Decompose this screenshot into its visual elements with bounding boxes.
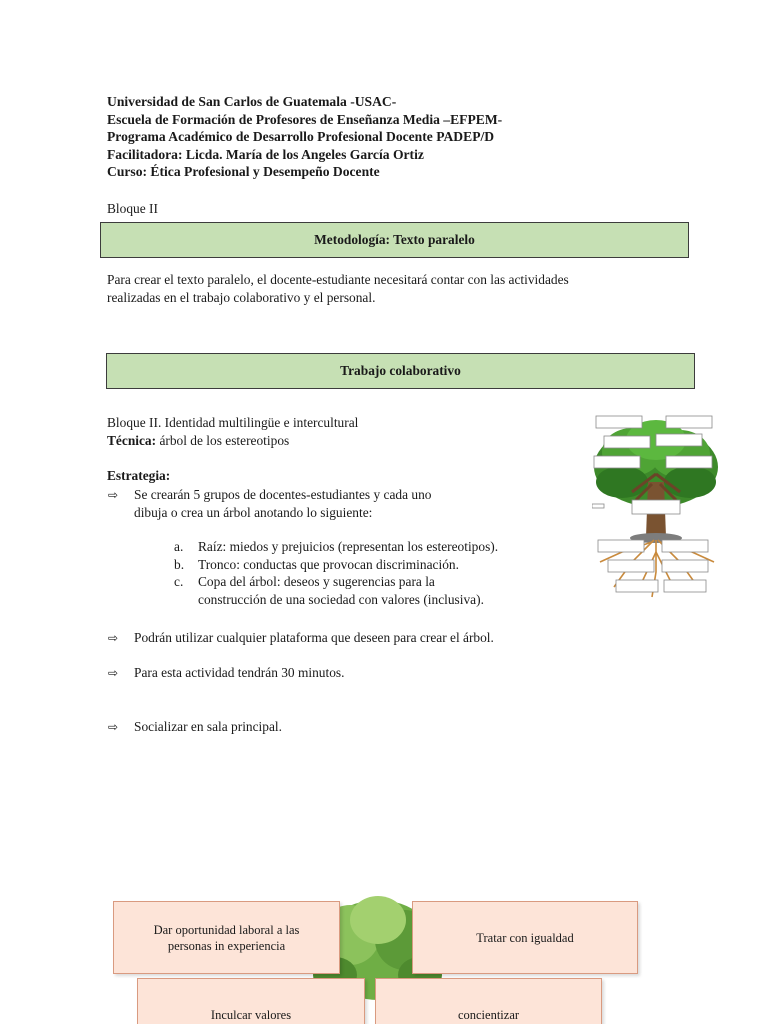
document-header [107,93,502,181]
list-item-text: construcción de una sociedad con valores (inclusiva). [198,591,484,607]
list-item-text: Raíz: miedos y prejuicios (representan los estereotipos). [198,539,499,554]
tree-answer-text: Tratar con igualdad [476,930,574,945]
list-item-text: Tronco: conductas que provocan discriminación. [198,556,459,572]
bullet-1-line-2: dibuja o crea un árbol anotando lo siguiente: [134,505,373,520]
bullet-3-text: Para esta actividad tendrán 30 minutos. [134,665,345,680]
list-item-continuation [174,591,498,609]
header-program: Programa Académico de Desarrollo Profesional Docente PADEP/D [107,129,495,144]
list-item [174,556,498,574]
tecnica-label: Técnica: [107,433,157,448]
list-item [174,538,498,556]
header-school: Escuela de Formación de Profesores de Enseñanza Media –EFPEM- [107,111,503,127]
bullet-3 [108,664,344,683]
header-facilitator: Facilitadora: Licda. María de los Angeles García Ortiz [107,146,424,162]
bullet-1 [108,486,431,505]
metodologia-heading [100,222,689,258]
bloque-label: Bloque II [107,201,158,216]
arrow-right-icon: ⇨ [108,631,119,645]
tree-answer-box [412,901,638,974]
list-marker: a. [174,539,184,554]
trabajo-heading [106,353,695,389]
list-item-text: Copa del árbol: deseos y sugerencias para la [198,574,435,589]
header-university: Universidad de San Carlos de Guatemala -USAC- [107,94,397,109]
tree-answer-box [113,901,340,974]
tree-answer-text: concientizar [457,1007,520,1022]
tree-diagram-image [592,412,720,600]
bullet-2 [108,629,494,648]
metodologia-title: Metodología: Texto paralelo [314,232,475,247]
tree-answer-text: Inculcar valores [210,1007,292,1022]
tree-answer-text: Dar oportunidad laboral a las personas in experiencia [153,922,300,953]
estrategia-label: Estrategia: [107,468,171,483]
tecnica-value: árbol de los estereotipos [156,433,290,448]
arrow-right-icon: ⇨ [108,720,119,734]
trabajo-title: Trabajo colaborativo [340,363,461,378]
ordered-list [174,538,498,608]
intro-line-1: Para crear el texto paralelo, el docente-estudiante necesitará contar con las actividades [107,272,569,287]
tree-answer-section [0,880,768,1024]
bullet-2-text: Podrán utilizar cualquier plataforma que deseen para crear el árbol. [134,630,494,645]
bullet-1-line-1: Se crearán 5 grupos de docentes-estudiantes y cada uno [134,487,432,502]
intro-line-2: realizadas en el trabajo colaborativo y el personal. [107,290,376,305]
tecnica-line [107,432,289,450]
bullet-4-text: Socializar en sala principal. [134,719,282,734]
activity-bloque: Bloque II. Identidad multilingüe e intercultural [107,415,359,430]
arrow-right-icon: ⇨ [108,488,119,502]
tree-answer-box [375,978,602,1024]
tree-answer-box [137,978,365,1024]
list-marker: b. [174,556,185,572]
header-course: Curso: Ética Profesional y Desempeño Docente [107,164,380,179]
bullet-4 [108,718,282,737]
list-item [174,573,498,591]
arrow-right-icon: ⇨ [108,666,119,680]
list-marker: c. [174,574,184,589]
